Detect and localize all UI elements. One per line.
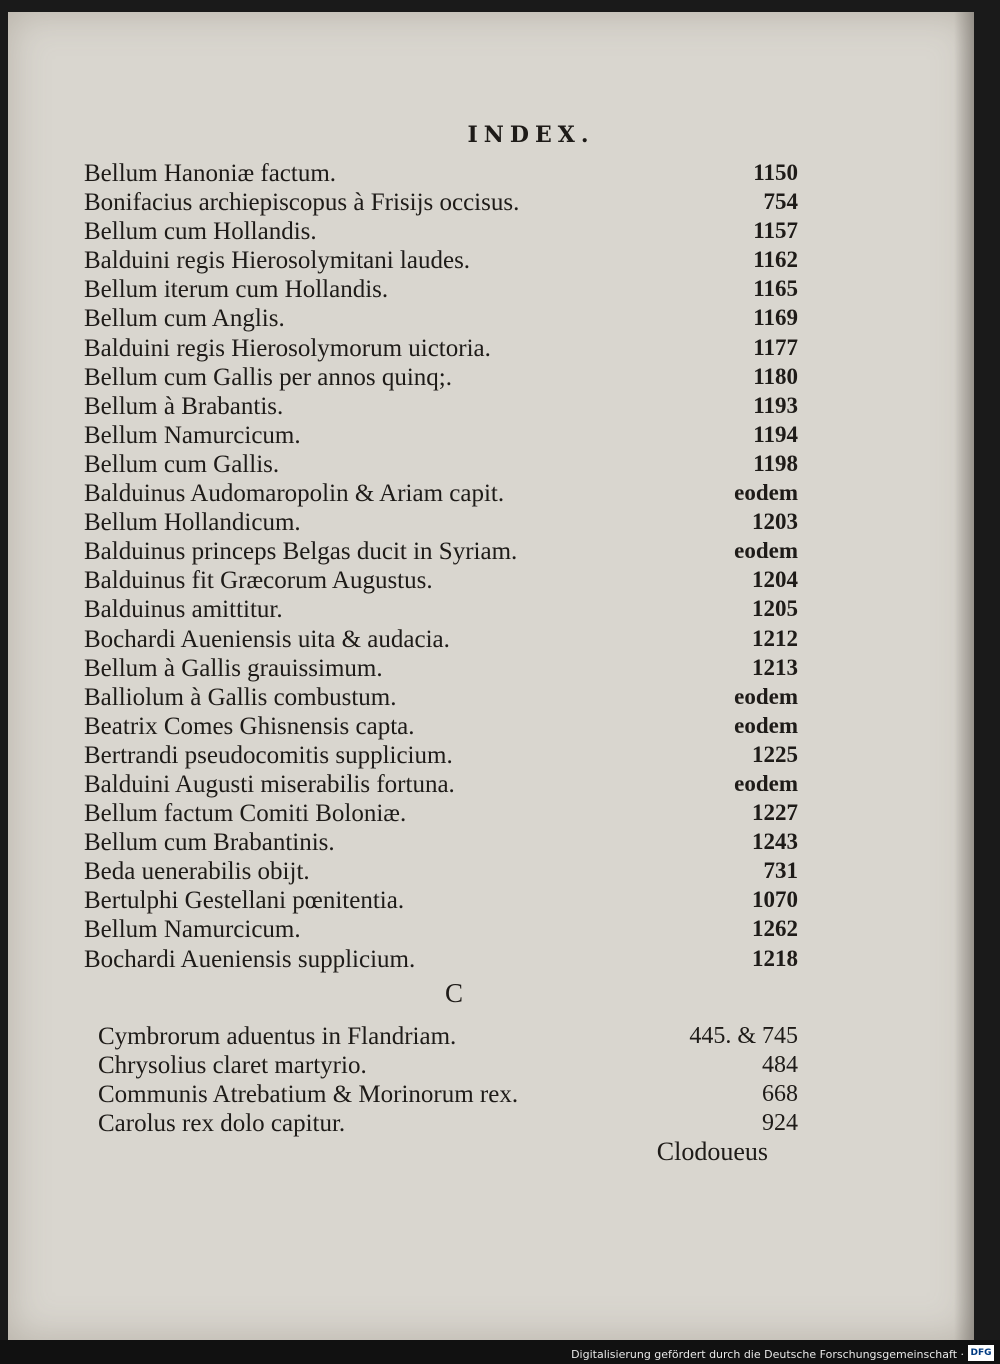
entry-page: eodem: [734, 683, 798, 709]
index-list-b: [84, 160, 804, 1011]
entry-page: 1180: [753, 363, 798, 389]
entry-text: Bellum iterum cum Hollandis.: [84, 276, 389, 304]
entry-page: 1212: [752, 625, 798, 651]
entry-page: 1243: [752, 829, 798, 855]
entry-text: Cymbrorum aduentus in Flandriam.: [98, 1023, 457, 1050]
entry-text: Balduinus Audomaropolin & Ariam capit.: [84, 480, 505, 508]
index-entry: [84, 189, 804, 218]
index-entry: [84, 626, 804, 655]
entry-text: Bertrandi pseudocomitis supplicium.: [84, 741, 453, 769]
entry-page: 731: [763, 858, 798, 884]
entry-text: Bochardi Aueniensis uita & audacia.: [84, 625, 450, 653]
entry-page: 1213: [752, 654, 798, 680]
entry-page: 1157: [753, 218, 798, 244]
index-entry: [84, 858, 804, 887]
entry-text: Beatrix Comes Ghisnensis capta.: [84, 712, 415, 740]
entry-page: eodem: [734, 538, 798, 564]
entry-text: Bellum à Brabantis.: [84, 392, 284, 420]
index-list-c: [98, 1023, 804, 1139]
entry-page: 484: [762, 1052, 798, 1079]
entry-page: 1225: [752, 741, 798, 767]
entry-text: Bellum Namurcicum.: [84, 421, 301, 449]
index-entry: [84, 742, 804, 771]
entry-text: Communis Atrebatium & Morinorum rex.: [98, 1081, 519, 1109]
index-entry: [84, 451, 804, 480]
entry-text: Bellum cum Anglis.: [84, 305, 285, 333]
entry-page: 1194: [753, 421, 798, 447]
index-entry: [84, 247, 804, 276]
entry-page: 1169: [753, 305, 798, 331]
entry-text: Bochardi Aueniensis supplicium.: [84, 945, 416, 973]
entry-text: Carolus rex dolo capitur.: [98, 1110, 346, 1138]
index-entry: [98, 1052, 804, 1081]
entry-page: eodem: [734, 770, 798, 796]
entry-text: Bertulphi Gestellani pœnitentia.: [84, 887, 405, 915]
entry-page: 1162: [753, 247, 798, 273]
index-entry: [84, 305, 804, 334]
footer-credit: Digitalisierung gefördert durch die Deutsche Forschungsgemeinschaft ·: [571, 1348, 964, 1361]
entry-text: Balduini regis Hierosolymitani laudes.: [84, 247, 471, 275]
entry-page: 1218: [752, 945, 798, 971]
index-entry: [84, 393, 804, 422]
index-entry: [84, 335, 804, 364]
entry-text: Bellum Hanoniæ factum.: [84, 160, 337, 187]
entry-page: 1204: [752, 567, 798, 593]
entry-text: Chrysolius claret martyrio.: [98, 1052, 367, 1080]
entry-page: 754: [763, 189, 798, 215]
entry-text: Bellum cum Gallis.: [84, 450, 280, 478]
index-entry: [84, 218, 804, 247]
entry-page: eodem: [734, 480, 798, 506]
dfg-logo-icon: DFG: [968, 1345, 994, 1361]
entry-text: Balduinus fit Græcorum Augustus.: [84, 567, 433, 595]
entry-text: Balduini Augusti miserabilis fortuna.: [84, 770, 455, 798]
index-entry: [84, 538, 804, 567]
index-entry: [98, 1110, 804, 1139]
index-entry: [84, 480, 804, 509]
index-entry: [84, 422, 804, 451]
index-entry: [84, 800, 804, 829]
index-entry: [84, 596, 804, 625]
entry-page: 1227: [752, 800, 798, 826]
index-entry: [84, 364, 804, 393]
entry-page: eodem: [734, 712, 798, 738]
entry-page: 1070: [752, 887, 798, 913]
index-entry: [84, 655, 804, 684]
entry-page: 1150: [753, 160, 798, 185]
entry-text: Balduinus princeps Belgas ducit in Syriam.: [84, 538, 518, 566]
section-letter-c: C: [444, 977, 463, 1008]
entry-page: 1198: [753, 450, 798, 476]
index-entry: [84, 887, 804, 916]
index-entry: [84, 684, 804, 713]
index-entry: [84, 829, 804, 858]
entry-text: Bellum Namurcicum.: [84, 916, 301, 944]
entry-page: 445. & 745: [689, 1023, 798, 1049]
index-entry: [84, 567, 804, 596]
entry-text: Balduini regis Hierosolymorum uictoria.: [84, 334, 491, 362]
index-entry: [98, 1023, 804, 1052]
entry-page: 1203: [752, 509, 798, 535]
entry-page: 1193: [753, 392, 798, 418]
index-entry: [84, 276, 804, 305]
page-header: INDEX.: [467, 122, 595, 148]
index-entry: [84, 160, 804, 189]
index-entry: [84, 771, 804, 800]
index-entry: [84, 713, 804, 742]
index-entry: [84, 509, 804, 538]
index-entry: [84, 946, 804, 975]
entry-page: 1177: [753, 334, 798, 360]
entry-page: 668: [762, 1081, 798, 1108]
entry-page: 1205: [752, 596, 798, 622]
page-edge-shadow: [954, 12, 974, 1340]
entry-text: Balduinus amittitur.: [84, 596, 283, 624]
entry-text: Bonifacius archiepiscopus à Frisijs occisus.: [84, 189, 520, 217]
entry-text: Balliolum à Gallis combustum.: [84, 683, 397, 711]
entry-text: Bellum Hollandicum.: [84, 509, 301, 537]
entry-text: Bellum cum Hollandis.: [84, 218, 317, 246]
entry-page: 1262: [752, 916, 798, 942]
entry-page: 1165: [753, 276, 798, 302]
entry-text: Bellum cum Gallis per annos quinq;.: [84, 363, 453, 391]
entry-page: 924: [762, 1110, 798, 1137]
entry-text: Bellum à Gallis grauissimum.: [84, 654, 383, 682]
catchword: Clodoueus: [656, 1137, 768, 1166]
footer-bar: [0, 1340, 1000, 1364]
index-entry: [98, 1081, 804, 1110]
entry-text: Beda uenerabilis obijt.: [84, 858, 310, 886]
index-entry: [84, 916, 804, 945]
entry-text: Bellum cum Brabantinis.: [84, 829, 335, 857]
entry-text: Bellum factum Comiti Boloniæ.: [84, 800, 407, 828]
book-page: [8, 12, 974, 1340]
